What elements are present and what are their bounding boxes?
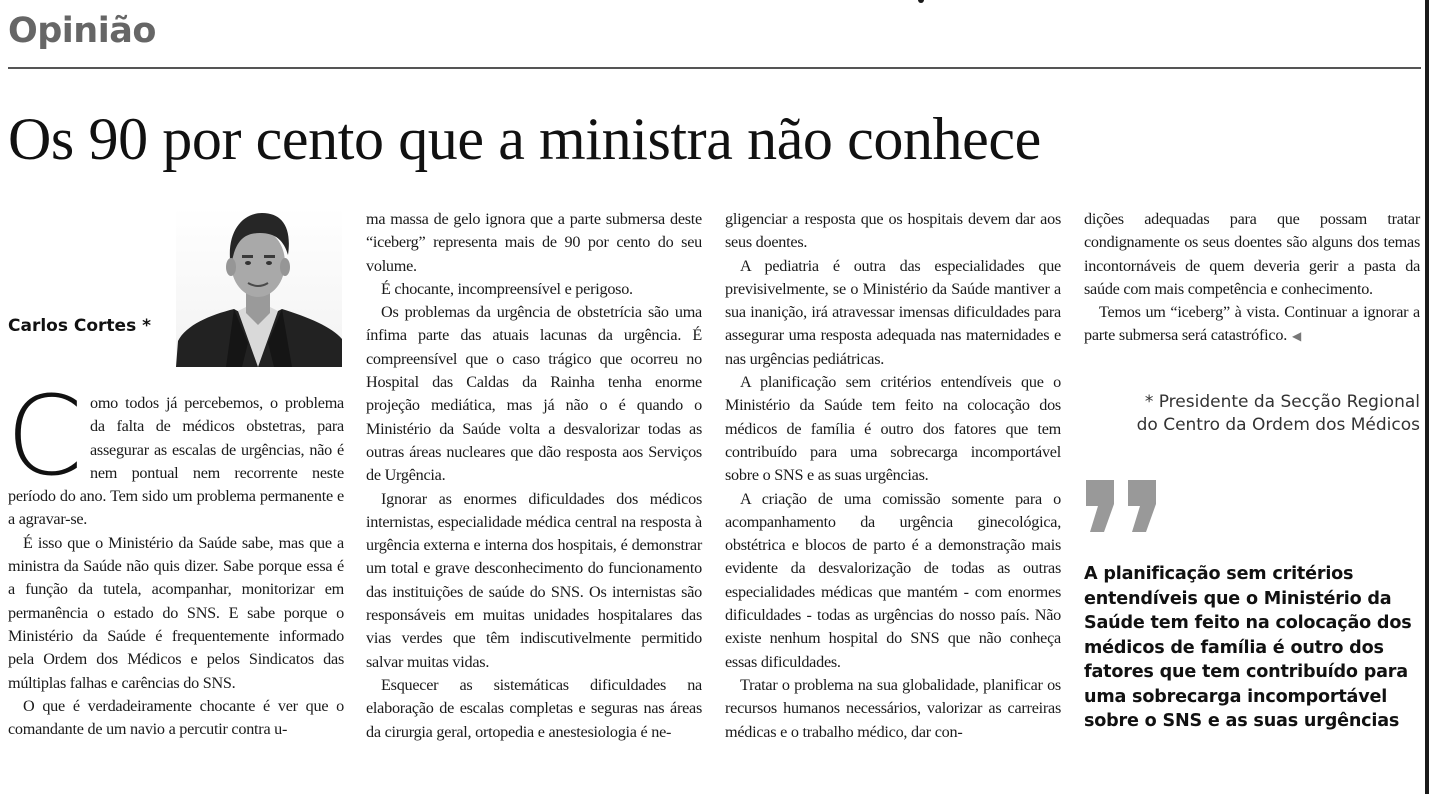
- footnote-line: * Presidente da Secção Regional: [1144, 392, 1420, 412]
- paragraph-text: Temos um “iceberg” à vista. Continuar a ignorar a parte submersa será catastrófico.: [1084, 303, 1420, 345]
- article-column-4: [1084, 208, 1420, 349]
- paragraph-text: omo todos já percebemos, o problema da falta de médicos obstetras, para assegurar as escalas de urgências, não é nem pontual nem recorrente neste período do ano. Tem sido um problema permanente e a agravar-se.: [8, 394, 344, 529]
- paragraph: ma massa de gelo ignora que a parte submersa deste “iceberg” representa mais de 90 por cento do seu volume.: [366, 210, 702, 275]
- paragraph: Ignorar as enormes dificuldades dos médicos internistas, especialidade médica central na resposta à urgência externa e interna dos hospitais, é demonstrar um total e grave desconhecimento do funcionamento das instituições de saúde do SNS. Os internistas são responsáveis em muitas unidades hospitalares das vias verdes que têm indiscutivelmente permitido salvar muitas vidas.: [366, 489, 702, 671]
- paragraph: É chocante, incompreensível e perigoso.: [381, 279, 633, 298]
- paragraph: A planificação sem critérios entendíveis que o Ministério da Saúde tem feito na colocação dos médicos de família é outro dos fatores que tem contribuído para uma sobrecarga incomportável sobre o SNS e as suas urgências.: [725, 373, 1061, 485]
- section-divider: [8, 67, 1421, 69]
- end-triangle-icon: ◀: [1292, 329, 1301, 344]
- paragraph: gligenciar a resposta que os hospitais devem dar aos seus doentes.: [725, 210, 1061, 252]
- paragraph: Tratar o problema na sua globalidade, planificar os recursos humanos necessários, valorizar as carreiras médicas e o trabalho médico, dar con-: [725, 675, 1061, 741]
- article-column-2: [366, 208, 702, 744]
- pull-quote: A planificação sem critérios entendíveis que o Ministério da Saúde tem feito na colocação dos médicos de família é outro dos fatores que tem contribuído para uma sobrecarga incomportável sobre o SNS e as suas urgências: [1084, 564, 1412, 731]
- paragraph: dições adequadas para que possam tratar condignamente os seus doentes são alguns dos temas incontornáveis de quem deveria gerir a pasta da saúde com mais competência e conhecimento.: [1084, 210, 1420, 298]
- footnote-line: do Centro da Ordem dos Médicos: [1136, 415, 1420, 435]
- article-column-1: [6, 372, 344, 741]
- dropcap: C: [6, 372, 83, 500]
- author-portrait: [176, 207, 342, 367]
- top-fold-mark: [918, 0, 924, 3]
- author-footnote: [1084, 391, 1420, 437]
- paragraph: O que é verdadeiramente chocante é ver que o comandante de um navio a percutir contra u-: [8, 696, 344, 739]
- paragraph: Os problemas da urgência de obstetrícia são uma ínfima parte das atuais lacunas da urgência. É compreensível que o caso trágico que ocorreu no Hospital das Caldas da Rainha tenha enorme projeção mediática, mas já não o é quando o Ministério da Saúde volta a desvalorizar todas as outras áreas nucleares que dão resposta aos Serviços de Urgência.: [366, 303, 702, 485]
- paragraph: É isso que o Ministério da Saúde sabe, mas que a ministra da Saúde não quis dizer. Sabe porque essa é a função da tutela, acompanhar, monitorizar em permanência o estado do SNS. E sabe porque o Ministério da Saúde é frequentemente informado pela Ordem dos Médicos e pelos Sindicatos das múltiplas falhas e carências do SNS.: [8, 533, 344, 692]
- paragraph: Esquecer as sistemáticas dificuldades na elaboração de escalas completas e seguras nas áreas da cirurgia geral, ortopedia e anestesiologia é ne-: [366, 675, 702, 741]
- article-column-3: [725, 208, 1061, 744]
- paragraph: [1084, 301, 1420, 349]
- article-headline: Os 90 por cento que a ministra não conhece: [8, 106, 1041, 172]
- author-byline: Carlos Cortes *: [8, 316, 151, 336]
- section-label: Opinião: [8, 11, 156, 51]
- page-edge-rule: [1425, 0, 1429, 794]
- paragraph: A criação de uma comissão somente para o acompanhamento da urgência ginecológica, obstétrica e blocos de parto é a demonstração mais evidente da desvalorização de todas as outras especialidades médicas que mantém - com enormes dificuldades - todas as urgências do nosso país. Não existe nenhum hospital do SNS que não conheça essas dificuldades.: [725, 489, 1061, 671]
- paragraph: [6, 372, 344, 532]
- paragraph: A pediatria é outra das especialidades que previsivelmente, se o Ministério da Saúde mantiver a sua inanição, irá atravessar imensas dificuldades para assegurar uma resposta adequada nas maternidades e nas urgências pediátricas.: [725, 256, 1061, 368]
- closing-quote-icon: [1084, 478, 1160, 534]
